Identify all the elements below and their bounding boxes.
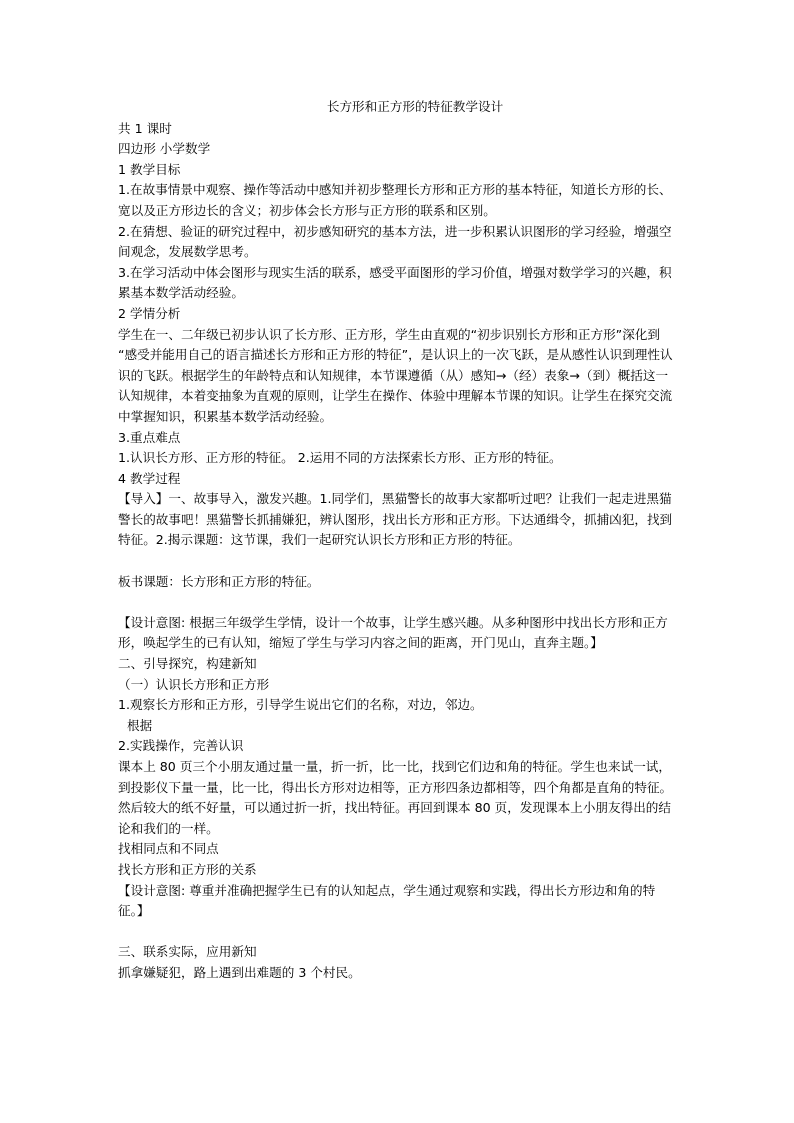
step-1-note: 根据 bbox=[127, 717, 153, 733]
objective-1: 1.在故事情景中观察、操作等活动中感知并初步整理长方形和正方形的基本特征，知道长方形的长、宽以及正方形边长的含义；初步体会长方形与正方形的联系和区别。 bbox=[118, 182, 672, 218]
board-title-paragraph: 板书课题：长方形和正方形的特征。 bbox=[118, 573, 320, 589]
class-hours: 共 1 课时 bbox=[118, 120, 172, 136]
part-three-heading: 三、联系实际，应用新知 bbox=[118, 944, 257, 960]
section-heading-key-points: 3.重点难点 bbox=[118, 429, 181, 445]
spacer bbox=[118, 551, 678, 572]
objective-3: 3.在学习活动中体会图形与现实生活的联系，感受平面图形的学习价值，增强对数学学习的兴趣，积累基本数学活动经验。 bbox=[118, 264, 672, 301]
compare-line: 找相同点和不同点 bbox=[118, 841, 219, 857]
section-heading-objectives: 1 教学目标 bbox=[118, 161, 181, 177]
relation-line: 找长方形和正方形的关系 bbox=[118, 861, 257, 877]
design-intent-1: 【设计意图: 根据三年级学生学情，设计一个故事，让学生感兴趣。从多种图形中找出长方形和正方形，唤起学生的已有认知，缩短了学生与学习内容之间的距离，开门见山，直奔主题。】 bbox=[118, 614, 668, 651]
analysis-paragraph: 学生在一、二年级已初步认识了长方形、正方形，学生由直观的“初步识别长方形和正方形”深化到 “感受并能用自己的语言描述长方形和正方形的特征”，是认识上的一次飞跃，是从感性认识到理性认识的飞跃。根据学生的年龄特点和认知规律，本节课遵循（从）感知→（经）表象→（到）概括这一认知规律，本着变抽象为直观的原则，让学生在操作、体验中理解本节课的知识。让学生在探究交流中掌握知识，积累基本数学活动经验。 bbox=[118, 326, 673, 424]
document-body bbox=[118, 97, 678, 984]
step-1: 1.观察长方形和正方形，引导学生说出它们的名称，对边，邻边。 bbox=[118, 697, 483, 713]
spacer bbox=[118, 592, 678, 613]
step-2-paragraph: 课本上 80 页三个小朋友通过量一量，折一折，比一比，找到它们边和角的特征。学生也来试一试，到投影仪下量一量，比一比，得出长方形对边相等，正方形四条边都相等，四个角都是直角的特征。然后较大的纸不好量，可以通过折一折，找出特征。再回到课本 80 页，发现课本上小朋友得出的结论和我们的一样。 bbox=[118, 759, 673, 836]
part-two-heading: 二、引导探究，构建新知 bbox=[118, 656, 257, 672]
section-heading-process: 4 教学过程 bbox=[118, 470, 181, 486]
design-intent-2: 【设计意图: 尊重并准确把握学生已有的认知起点，学生通过观察和实践，得出长方形边和角的特征。】 bbox=[118, 882, 656, 919]
spacer bbox=[118, 922, 678, 943]
part-two-sub-heading: （一）认识长方形和正方形 bbox=[118, 676, 270, 692]
intro-paragraph: 【导入】一、故事导入，激发兴趣。1.同学们，黑猫警长的故事大家都听过吧？让我们一起走进黑猫警长的故事吧！黑猫警长抓捕嫌犯，辨认图形，找出长方形和正方形。下达通缉令，抓捕凶犯，找到特征。2.揭示课题：这节课，我们一起研究认识长方形和正方形的特征。 bbox=[118, 491, 673, 548]
subject-line: 四边形 小学数学 bbox=[118, 141, 211, 157]
document-title: 长方形和正方形的特征教学设计 bbox=[326, 99, 504, 114]
objective-2: 2.在猜想、验证的研究过程中，初步感知研究的基本方法，进一步积累认识图形的学习经验，增强空间观念，发展数学思考。 bbox=[118, 223, 672, 260]
part-three-paragraph: 抓拿嫌疑犯，路上遇到出难题的 3 个村民。 bbox=[118, 964, 361, 980]
step-2-heading: 2.实践操作，完善认识 bbox=[118, 738, 244, 754]
section-heading-analysis: 2 学情分析 bbox=[118, 305, 181, 321]
key-points-paragraph: 1.认识长方形、正方形的特征。 2.运用不同的方法探索长方形、正方形的特征。 bbox=[118, 450, 562, 466]
